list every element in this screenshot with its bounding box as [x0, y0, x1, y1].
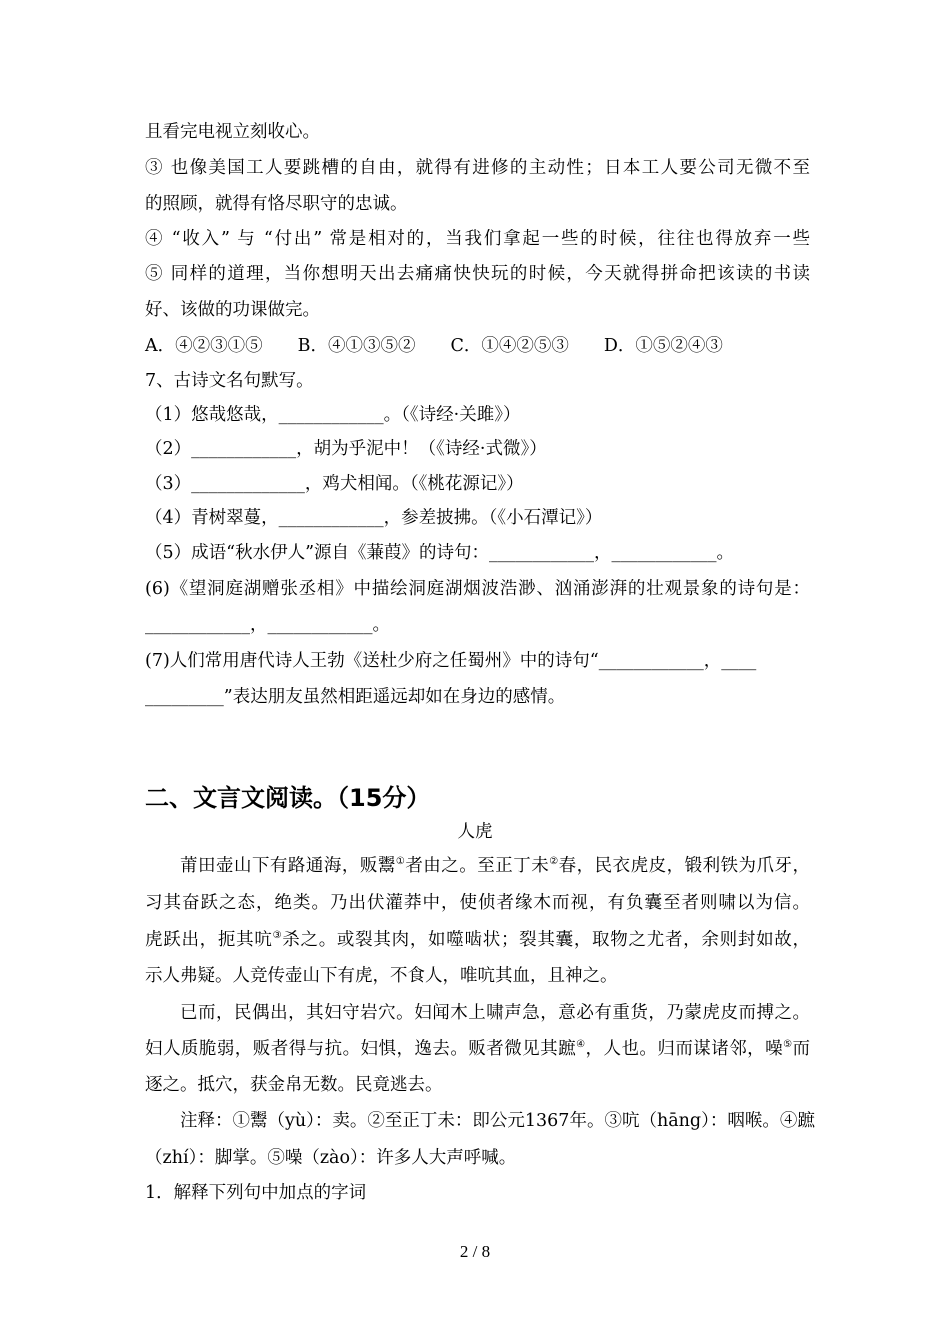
section-heading: 二、文言文阅读。（15分） — [145, 784, 431, 812]
text-segment: 春，民衣虎皮，锻利铁为爪牙， — [558, 856, 811, 876]
text-segment: 习其奋跃之态，绝类。乃出伏灌莽中，使侦者缘木而视，有负囊至者则啸以为信。 — [145, 893, 810, 913]
text-line — [145, 437, 810, 461]
text-line — [145, 577, 810, 601]
text-segment: ⑤ 同样的道理，当你想明天出去痛痛快快玩的时候，今天就得拼命把该读的书读 — [145, 264, 810, 284]
text-segment: ③ 也像美国工人要跳槽的自由，就得有进修的主动性；日本工人要公司无微不至 — [145, 158, 810, 178]
text-segment: (7)人们常用唐代诗人王勃《送杜少府之任蜀州》中的诗句“____________，____ — [145, 651, 757, 671]
footnote-marker: ③ — [272, 930, 283, 941]
text-segment: ④ “收入” 与 “付出” 常是相对的，当我们拿起一些的时候，往往也得放弃一些 — [145, 229, 810, 249]
text-segment: ，人也。归而谋诸邻，噪 — [585, 1039, 784, 1059]
text-line — [145, 227, 810, 251]
text-segment: 虎跃出，扼其吭 — [145, 930, 273, 950]
text-line — [145, 120, 810, 144]
text-segment: 而 — [792, 1039, 811, 1059]
text-segment: 莆田壶山下有路通海，贩鬻 — [180, 856, 396, 876]
text-segment: 且看完电视立刻收心。 — [145, 122, 320, 142]
text-segment: 7、古诗文名句默写。 — [145, 371, 314, 391]
text-line — [145, 403, 810, 427]
text-segment: （1）悠哉悠哉，____________。（《诗经·关雎》） — [145, 405, 521, 425]
text-segment: （5）成语“秋水伊人”源自《蒹葭》的诗句：____________，____________。 — [145, 543, 735, 563]
text-segment: 的照顾，就得有恪尽职守的忠诚。 — [145, 194, 408, 214]
passage-line — [145, 1001, 810, 1025]
passage-line — [145, 1146, 810, 1170]
page-number: 2 / 8 — [459, 1242, 491, 1261]
text-segment: （3）_____________，鸡犬相闻。（《桃花源记》） — [145, 474, 524, 494]
footnote-marker: ① — [395, 856, 406, 867]
text-segment: A．④②③①⑤ B．④①③⑤② C．①④②⑤③ D．①⑤②④③ — [145, 336, 723, 356]
text-line — [145, 192, 810, 216]
text-line — [145, 298, 810, 322]
footnote-marker: ② — [549, 856, 559, 867]
text-line — [145, 472, 810, 496]
text-segment: 1．解释下列句中加点的字词 — [145, 1183, 367, 1203]
text-line — [145, 649, 810, 673]
text-segment: 逐之。抵穴，获金帛无数。民竟逃去。 — [145, 1075, 443, 1095]
passage-line — [145, 928, 810, 952]
text-segment: 者由之。至正丁未 — [405, 856, 550, 876]
passage-line — [145, 891, 810, 915]
passage-line — [145, 1073, 810, 1097]
passage-line — [145, 1037, 810, 1061]
passage-line — [145, 1181, 810, 1205]
text-segment: _________”表达朋友虽然相距遥远却如在身边的感情。 — [145, 687, 566, 707]
text-line — [145, 156, 810, 180]
text-line — [145, 613, 810, 637]
text-segment: ____________，____________。 — [145, 615, 390, 635]
text-line — [145, 685, 810, 709]
text-line — [145, 369, 810, 393]
passage-line — [145, 1109, 815, 1133]
text-line — [145, 262, 810, 286]
passage-line — [145, 964, 810, 988]
footnote-marker: ④ — [576, 1039, 586, 1050]
text-segment: (6)《望洞庭湖赠张丞相》中描绘洞庭湖烟波浩渺、汹涌澎湃的壮观景象的诗句是： — [145, 579, 810, 599]
text-line — [145, 334, 810, 358]
text-segment: （2）____________，胡为乎泥中！（《诗经·式微》） — [145, 439, 547, 459]
text-segment: 示人弗疑。人竞传壶山下有虎，不食人，唯吭其血，且神之。 — [145, 966, 618, 986]
text-segment: 注释：①鬻（yù）：卖。②至正丁未：即公元1367年。③吭（hāng）：咽喉。④蹠 — [180, 1111, 815, 1131]
text-line — [145, 506, 810, 530]
footnote-marker: ⑤ — [783, 1039, 793, 1050]
text-line — [145, 541, 810, 565]
text-segment: 已而，民偶出，其妇守岩穴。妇闻木上啸声急，意必有重货，乃蒙虎皮而搏之。 — [180, 1003, 810, 1023]
text-segment: 好、该做的功课做完。 — [145, 300, 320, 320]
text-segment: （zhí）：脚掌。⑤噪（zào）：许多人大声呼喊。 — [145, 1148, 517, 1168]
text-segment: （4）青树翠蔓，____________，参差披拂。（《小石潭记》） — [145, 508, 603, 528]
passage-title: 人虎 — [457, 822, 493, 842]
text-segment: 妇人质脆弱，贩者得与抗。妇惧，逸去。贩者微见其蹠 — [145, 1039, 577, 1059]
passage-line — [145, 854, 810, 878]
text-segment: 杀之。或裂其肉，如噬啮状；裂其囊，取物之尤者，余则封如故， — [282, 930, 811, 950]
